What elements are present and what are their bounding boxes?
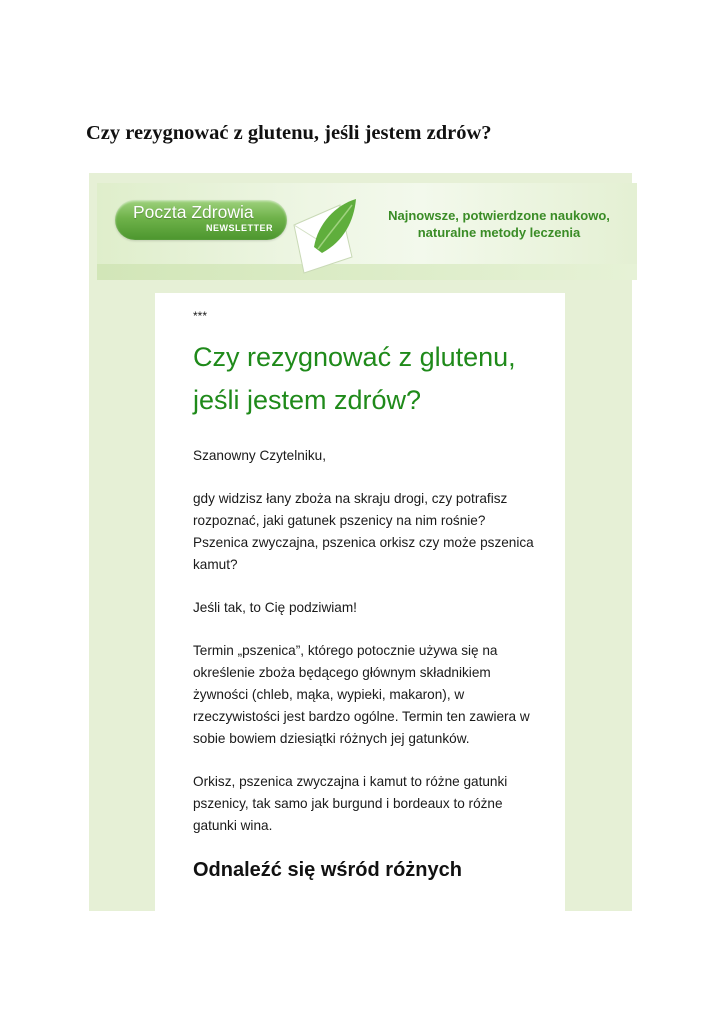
banner-tagline (365, 207, 633, 241)
article-headline: Czy rezygnować z glutenu, jeśli jestem zdrów? (193, 342, 516, 415)
document-title: Czy rezygnować z glutenu, jeśli jestem zdrów? (86, 122, 492, 144)
paragraph: Termin „pszenica”, którego potocznie używa się na określenie zboża będącego głównym składnikiem żywności (chleb, mąka, wypieki, makaron), w rzeczywistości jest bardzo ogólne. Termin ten zawiera w sobie bowiem dziesiątki różnych jej gatunków. (193, 643, 530, 746)
envelope-leaf-icon (292, 195, 358, 275)
paragraph: gdy widzisz łany zboża na skraju drogi, czy potrafisz rozpoznać, jaki gatunek pszenicy na nim rośnie? Pszenica zwyczajna, pszenica orkisz czy może pszenica kamut? (193, 491, 534, 572)
section-heading: Odnaleźć się wśród różnych (193, 859, 462, 881)
greeting: Szanowny Czytelniku, (193, 448, 326, 463)
article-content (155, 293, 565, 911)
logo-name: Poczta Zdrowia (133, 202, 254, 222)
paragraph: Jeśli tak, to Cię podziwiam! (193, 600, 357, 615)
tagline-line-2: naturalne metody leczenia (417, 225, 581, 240)
logo-subtitle: NEWSLETTER (206, 223, 273, 233)
separator-stars: *** (193, 309, 208, 323)
banner-band (97, 264, 637, 280)
article-body (193, 309, 543, 882)
logo (115, 200, 287, 240)
paragraph: Orkisz, pszenica zwyczajna i kamut to różne gatunki pszenicy, tak samo jak burgund i bordeaux to różne gatunki wina. (193, 774, 508, 833)
newsletter-banner (97, 183, 637, 280)
tagline-line-1: Najnowsze, potwierdzone naukowo, (388, 208, 610, 223)
